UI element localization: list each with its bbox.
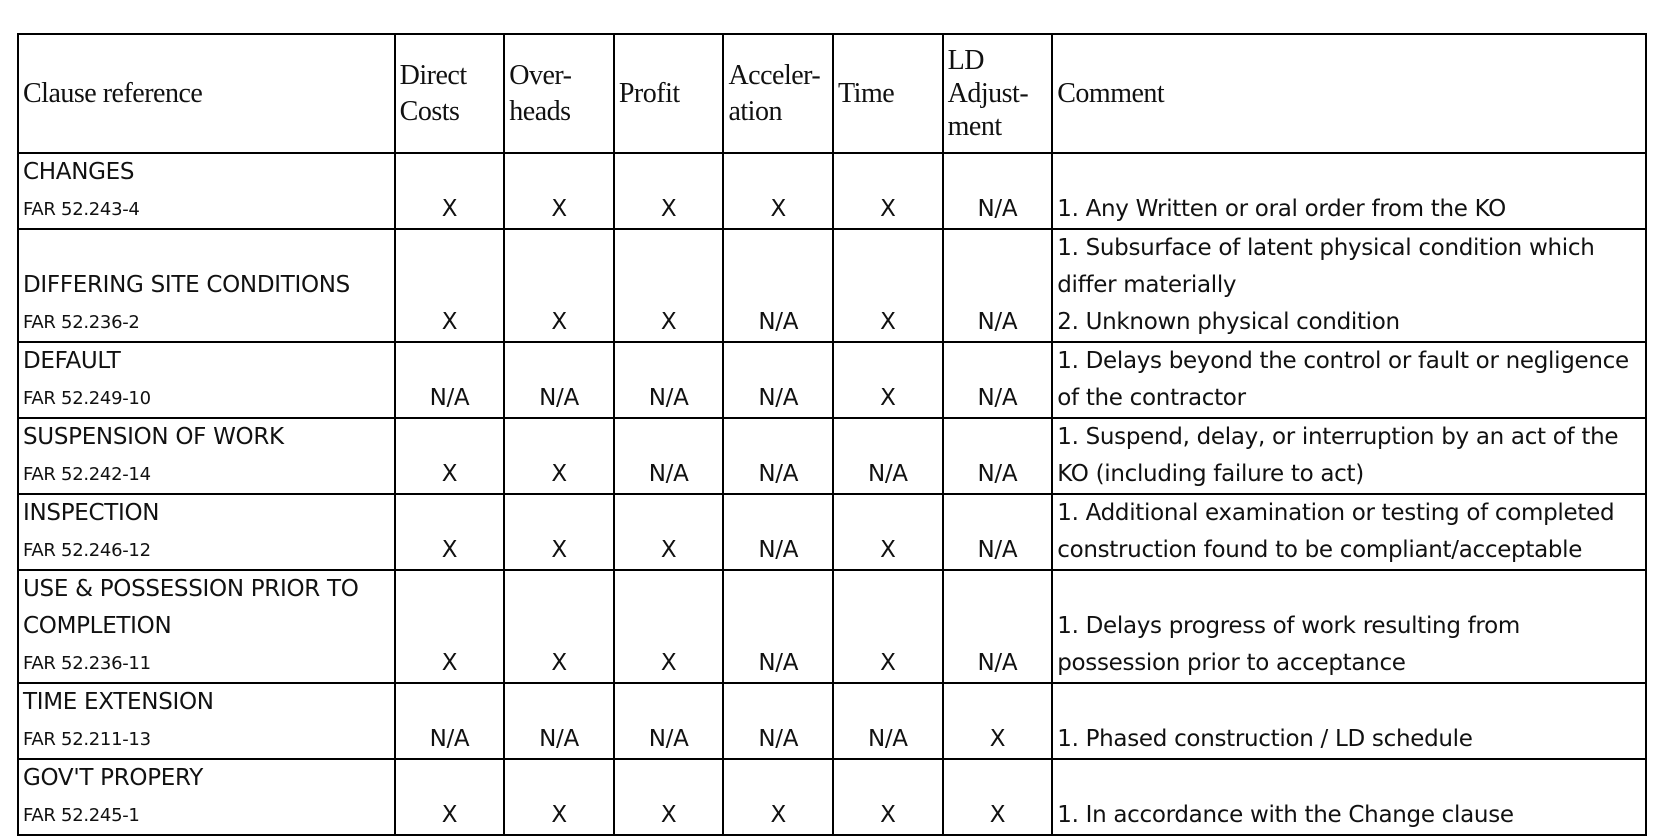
profit-cell: N/A [614,418,724,494]
clause-name: TIME EXTENSION [23,689,214,715]
table-row [18,153,1646,229]
ld-adjustment-cell: N/A [943,153,1053,229]
profit-cell: X [614,229,724,342]
clause-name: CHANGES [23,159,135,185]
direct-costs-cell: N/A [395,683,505,759]
clause-name: DEFAULT [23,348,121,374]
acceleration-cell: X [723,153,833,229]
table-row [18,494,1646,570]
overheads-cell: X [504,494,614,570]
clause-name: GOV'T PROPERY [23,765,203,791]
table-row [18,342,1646,418]
direct-costs-cell: X [395,153,505,229]
comment-cell [1052,759,1646,835]
profit-cell: X [614,759,724,835]
clause-name: COMPLETION [23,613,172,639]
far-reference: FAR 52.246-12 [23,540,151,561]
clause-cell [18,229,395,342]
header-comment: Comment [1052,34,1646,153]
ld-adjustment-cell: N/A [943,494,1053,570]
time-cell: N/A [833,418,943,494]
acceleration-cell: N/A [723,229,833,342]
far-reference: FAR 52.211-13 [23,729,151,750]
overheads-cell: X [504,153,614,229]
comment-cell [1052,342,1646,418]
clause-remedies-table [17,33,1647,836]
header-clause-reference: Clause reference [18,34,395,153]
time-cell: X [833,759,943,835]
far-reference: FAR 52.245-1 [23,805,140,826]
clause-cell [18,570,395,683]
time-cell: X [833,570,943,683]
comment-line: differ materially [1057,272,1237,298]
comment-line: 1. Delays beyond the control or fault or negligence [1057,348,1629,374]
clause-name: USE & POSSESSION PRIOR TO [23,576,359,602]
comment-line: 2. Unknown physical condition [1057,309,1400,335]
direct-costs-cell: X [395,418,505,494]
direct-costs-cell: X [395,570,505,683]
comment-cell [1052,683,1646,759]
table-body [18,153,1646,835]
profit-cell: N/A [614,342,724,418]
header-acceleration: Acceler- ation [723,34,833,153]
comment-line: 1. Delays progress of work resulting from [1057,613,1520,639]
comment-cell [1052,418,1646,494]
clause-cell [18,494,395,570]
time-cell: X [833,229,943,342]
comment-line: 1. In accordance with the Change clause [1057,802,1514,828]
far-reference: FAR 52.236-2 [23,312,140,333]
overheads-cell: X [504,570,614,683]
far-reference: FAR 52.242-14 [23,464,151,485]
clause-name: DIFFERING SITE CONDITIONS [23,272,350,298]
header-time: Time [833,34,943,153]
comment-line: possession prior to acceptance [1057,650,1406,676]
time-cell: X [833,153,943,229]
clause-cell [18,759,395,835]
far-reference: FAR 52.249-10 [23,388,151,409]
comment-line: construction found to be compliant/acceptable [1057,537,1583,563]
header-row [18,34,1646,153]
overheads-cell: X [504,759,614,835]
comment-cell [1052,494,1646,570]
clause-cell [18,342,395,418]
acceleration-cell: N/A [723,683,833,759]
profit-cell: X [614,570,724,683]
comment-cell [1052,229,1646,342]
comment-line: of the contractor [1057,385,1246,411]
far-reference: FAR 52.243-4 [23,199,140,220]
header-direct-costs: Direct Costs [395,34,505,153]
clause-cell [18,153,395,229]
table-row [18,418,1646,494]
clause-cell [18,683,395,759]
ld-adjustment-cell: N/A [943,342,1053,418]
far-reference: FAR 52.236-11 [23,653,151,674]
time-cell: N/A [833,683,943,759]
table-row [18,759,1646,835]
direct-costs-cell: N/A [395,342,505,418]
comment-line: 1. Suspend, delay, or interruption by an act of the [1057,424,1619,450]
clause-cell [18,418,395,494]
comment-line: 1. Additional examination or testing of completed [1057,500,1615,526]
direct-costs-cell: X [395,229,505,342]
acceleration-cell: X [723,759,833,835]
comment-line: 1. Phased construction / LD schedule [1057,726,1473,752]
profit-cell: X [614,494,724,570]
header-profit: Profit [614,34,724,153]
header-overheads: Over- heads [504,34,614,153]
clause-name: SUSPENSION OF WORK [23,424,284,450]
time-cell: X [833,342,943,418]
overheads-cell: N/A [504,342,614,418]
overheads-cell: X [504,418,614,494]
acceleration-cell: N/A [723,342,833,418]
table-row [18,570,1646,683]
overheads-cell: X [504,229,614,342]
acceleration-cell: N/A [723,494,833,570]
acceleration-cell: N/A [723,570,833,683]
comment-cell [1052,153,1646,229]
ld-adjustment-cell: N/A [943,229,1053,342]
time-cell: X [833,494,943,570]
ld-adjustment-cell: N/A [943,418,1053,494]
ld-adjustment-cell: X [943,683,1053,759]
comment-line: 1. Any Written or oral order from the KO [1057,196,1506,222]
overheads-cell: N/A [504,683,614,759]
comment-line: KO (including failure to act) [1057,461,1364,487]
direct-costs-cell: X [395,759,505,835]
comment-line: 1. Subsurface of latent physical condition which [1057,235,1595,261]
ld-adjustment-cell: X [943,759,1053,835]
profit-cell: N/A [614,683,724,759]
header-ld-adjustment: LD Adjust- ment [943,34,1053,153]
table-row [18,683,1646,759]
table-row [18,229,1646,342]
clause-name: INSPECTION [23,500,160,526]
ld-adjustment-cell: N/A [943,570,1053,683]
profit-cell: X [614,153,724,229]
comment-cell [1052,570,1646,683]
acceleration-cell: N/A [723,418,833,494]
direct-costs-cell: X [395,494,505,570]
